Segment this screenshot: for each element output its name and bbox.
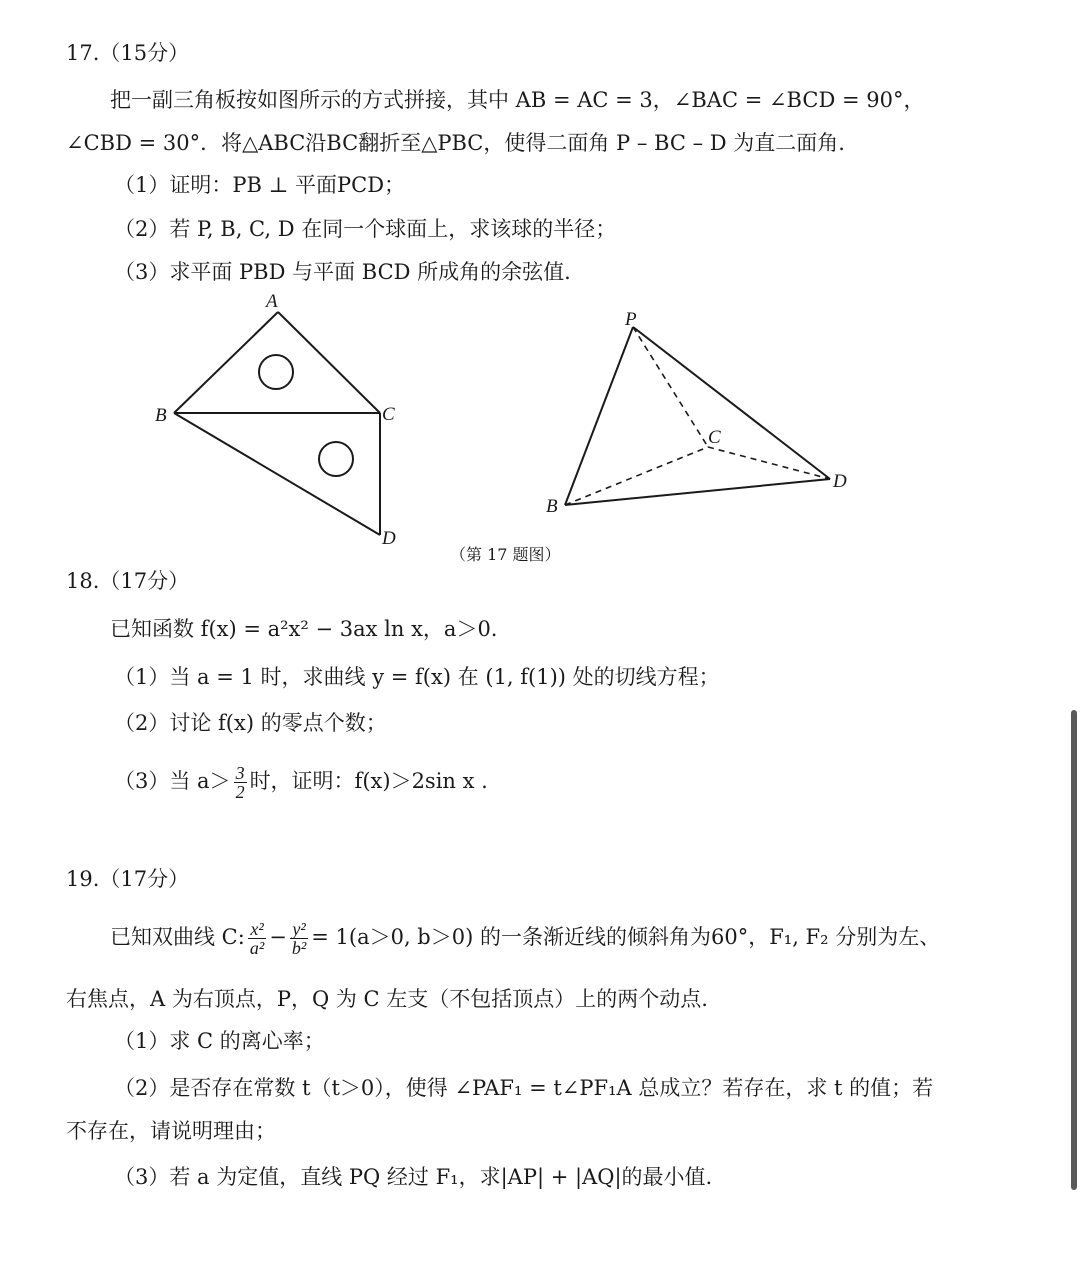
- q17-text-line2: ∠CBD = 30°．将△ABC沿BC翻折至△PBC，使得二面角 P – BC – D 为直二面角.: [66, 131, 845, 155]
- q19-header: 19.（17分）: [66, 867, 190, 891]
- fig2-label-B: B: [546, 496, 558, 517]
- q18-part3: [114, 756, 488, 806]
- q18-fraction-3-2: [234, 764, 247, 801]
- q18-fraction-denominator: 2: [235, 782, 245, 802]
- vertical-scrollbar[interactable]: [1071, 710, 1077, 1190]
- q19-line1-suffix: = 1(a＞0, b＞0) 的一条渐近线的倾斜角为60°，F₁, F₂ 分别为左、: [311, 925, 941, 949]
- q17-part1: （1）证明：PB ⊥ 平面PCD；: [114, 173, 406, 197]
- q18-text-line1: 已知函数 f(x) = a²x² − 3ax ln x，a＞0.: [110, 617, 498, 641]
- q19-part2-line2: 不存在，请说明理由；: [66, 1119, 276, 1143]
- q19-line1-prefix: 已知双曲线 C:: [110, 925, 245, 949]
- q18-header: 18.（17分）: [66, 569, 190, 593]
- q19-fraction1-denominator: a²: [249, 938, 265, 958]
- q17-figure-right: [540, 302, 860, 524]
- fig1-label-B: B: [155, 405, 167, 426]
- q18-part3-prefix: （3）当 a＞: [114, 769, 231, 793]
- q19-fraction-y2-b2: [290, 920, 308, 957]
- q17-part3: （3）求平面 PBD 与平面 BCD 所成角的余弦值.: [114, 260, 571, 284]
- fig2-label-P: P: [625, 309, 637, 330]
- q19-fraction2-denominator: b²: [291, 938, 307, 958]
- fig2-label-C: C: [708, 427, 721, 448]
- q17-header: 17.（15分）: [66, 41, 190, 65]
- fig1-label-C: C: [382, 404, 395, 425]
- q18-part1: （1）当 a = 1 时，求曲线 y = f(x) 在 (1, f(1)) 处的切线方程；: [114, 665, 720, 689]
- q19-minus-sign: −: [269, 925, 287, 949]
- q19-fraction1-numerator: x²: [248, 920, 266, 939]
- q18-part2: （2）讨论 f(x) 的零点个数；: [114, 711, 387, 735]
- q17-part2: （2）若 P, B, C, D 在同一个球面上，求该球的半径；: [114, 217, 617, 241]
- q17-figure-caption: （第 17 题图）: [450, 545, 561, 564]
- q17-figure-left: [150, 288, 410, 550]
- q19-part3: （3）若 a 为定值，直线 PQ 经过 F₁，求|AP| + |AQ|的最小值.: [114, 1165, 713, 1189]
- q19-fraction-x2-a2: [248, 920, 266, 957]
- q19-text-line2: 右焦点，A 为右顶点，P，Q 为 C 左支（不包括顶点）上的两个动点.: [66, 987, 708, 1011]
- q19-part2-line1: （2）是否存在常数 t（t＞0），使得 ∠PAF₁ = t∠PF₁A 总成立？若存在，求 t 的值；若: [114, 1076, 934, 1100]
- q19-text-line1: [110, 912, 940, 962]
- fig2-label-D: D: [833, 471, 847, 492]
- fig1-label-D: D: [382, 528, 396, 549]
- q19-part1: （1）求 C 的离心率；: [114, 1029, 325, 1053]
- q19-fraction2-numerator: y²: [290, 920, 308, 939]
- fig1-label-A: A: [266, 291, 278, 312]
- q17-text-line1: 把一副三角板按如图所示的方式拼接，其中 AB = AC = 3，∠BAC = ∠BCD = 90°，: [110, 88, 925, 112]
- q18-fraction-numerator: 3: [235, 763, 245, 783]
- q18-part3-suffix: 时，证明：f(x)＞2sin x .: [249, 769, 488, 793]
